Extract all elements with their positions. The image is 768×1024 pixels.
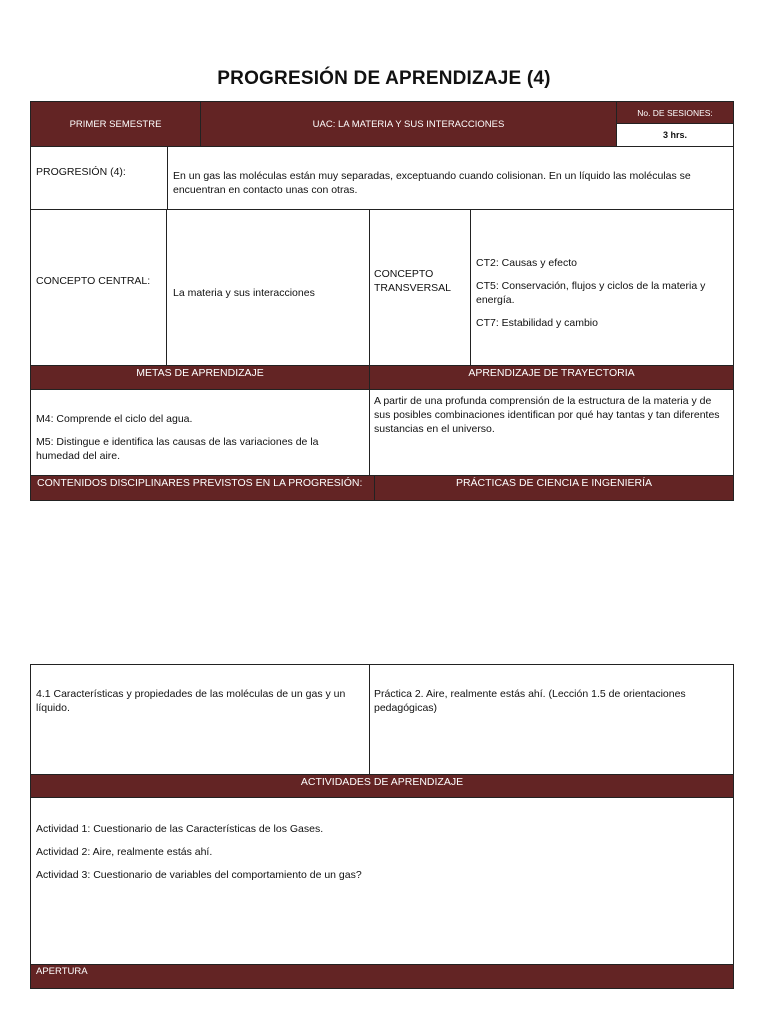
metas-header-label: METAS DE APRENDIZAJE [136, 367, 264, 379]
apertura-header [30, 964, 734, 989]
concepto-central-value: La materia y sus interacciones [173, 287, 315, 299]
concepto-transversal-label: CONCEPTO TRANSVERSAL [374, 268, 452, 294]
practicas-content-cell [369, 664, 734, 775]
sessions-value: 3 hrs. [662, 130, 687, 140]
actividad-item: Actividad 2: Aire, realmente estás ahí. [36, 846, 213, 858]
progresion-label-cell [30, 146, 168, 210]
uac-label: UAC: LA MATERIA Y SUS INTERACCIONES [312, 118, 505, 130]
concepto-central-label-cell [30, 209, 167, 366]
actividad-item: Actividad 1: Cuestionario de las Características de los Gases. [36, 823, 324, 835]
concepto-transversal-items-cell [470, 209, 734, 366]
progresion-text: En un gas las moléculas están muy separadas, exceptuando cuando colisionan. En un líquido las moléculas se encuentran en contacto unas con otras. [173, 170, 691, 196]
metas-header [30, 365, 370, 390]
trayectoria-text: A partir de una profunda comprensión de la estructura de la materia y de sus posibles combinaciones identifican por qué hay tantas y tan diferentes sustancias en el universo. [374, 395, 720, 435]
sessions-header [616, 101, 734, 124]
actividades-header [30, 774, 734, 798]
semester-label: PRIMER SEMESTRE [69, 118, 162, 130]
apertura-label: APERTURA [36, 966, 88, 977]
contenidos-text: 4.1 Características y propiedades de las moléculas de un gas y un líquido. [36, 688, 346, 714]
practicas-header [374, 475, 734, 501]
progresion-text-cell [167, 146, 734, 210]
ct-item: CT7: Estabilidad y cambio [476, 317, 598, 329]
meta-item: M5: Distingue e identifica las causas de las variaciones de la humedad del aire. [36, 436, 319, 462]
contenidos-content-cell [30, 664, 370, 775]
page-title: PROGRESIÓN DE APRENDIZAJE (4) [217, 68, 551, 89]
uac-header [200, 101, 617, 147]
semester-header [30, 101, 201, 147]
actividades-header-label: ACTIVIDADES DE APRENDIZAJE [300, 776, 464, 788]
sessions-label: No. DE SESIONES: [637, 107, 713, 118]
contenidos-header-label: CONTENIDOS DISCIPLINARES PREVISTOS EN LA PROGRESIÓN: [37, 477, 363, 489]
trayectoria-header-label: APRENDIZAJE DE TRAYECTORIA [468, 367, 635, 379]
trayectoria-header [369, 365, 734, 390]
progresion-label: PROGRESIÓN (4): [36, 166, 126, 178]
concepto-central-value-cell [166, 209, 370, 366]
practicas-header-label: PRÁCTICAS DE CIENCIA E INGENIERÍA [455, 477, 653, 489]
sessions-value-cell [616, 123, 734, 147]
practicas-text: Práctica 2. Aire, realmente estás ahí. (Lección 1.5 de orientaciones pedagógicas) [374, 688, 686, 714]
ct-item: CT2: Causas y efecto [476, 257, 577, 269]
meta-item: M4: Comprende el ciclo del agua. [36, 413, 193, 425]
actividades-content-cell [30, 797, 734, 965]
ct-item: CT5: Conservación, flujos y ciclos de la materia y energía. [476, 280, 706, 306]
actividad-item: Actividad 3: Cuestionario de variables del comportamiento de un gas? [36, 869, 362, 881]
concepto-transversal-label-cell [369, 209, 471, 366]
metas-content-cell [30, 389, 370, 476]
concepto-central-label: CONCEPTO CENTRAL: [36, 275, 151, 287]
contenidos-header [30, 475, 375, 501]
trayectoria-content-cell [369, 389, 734, 476]
